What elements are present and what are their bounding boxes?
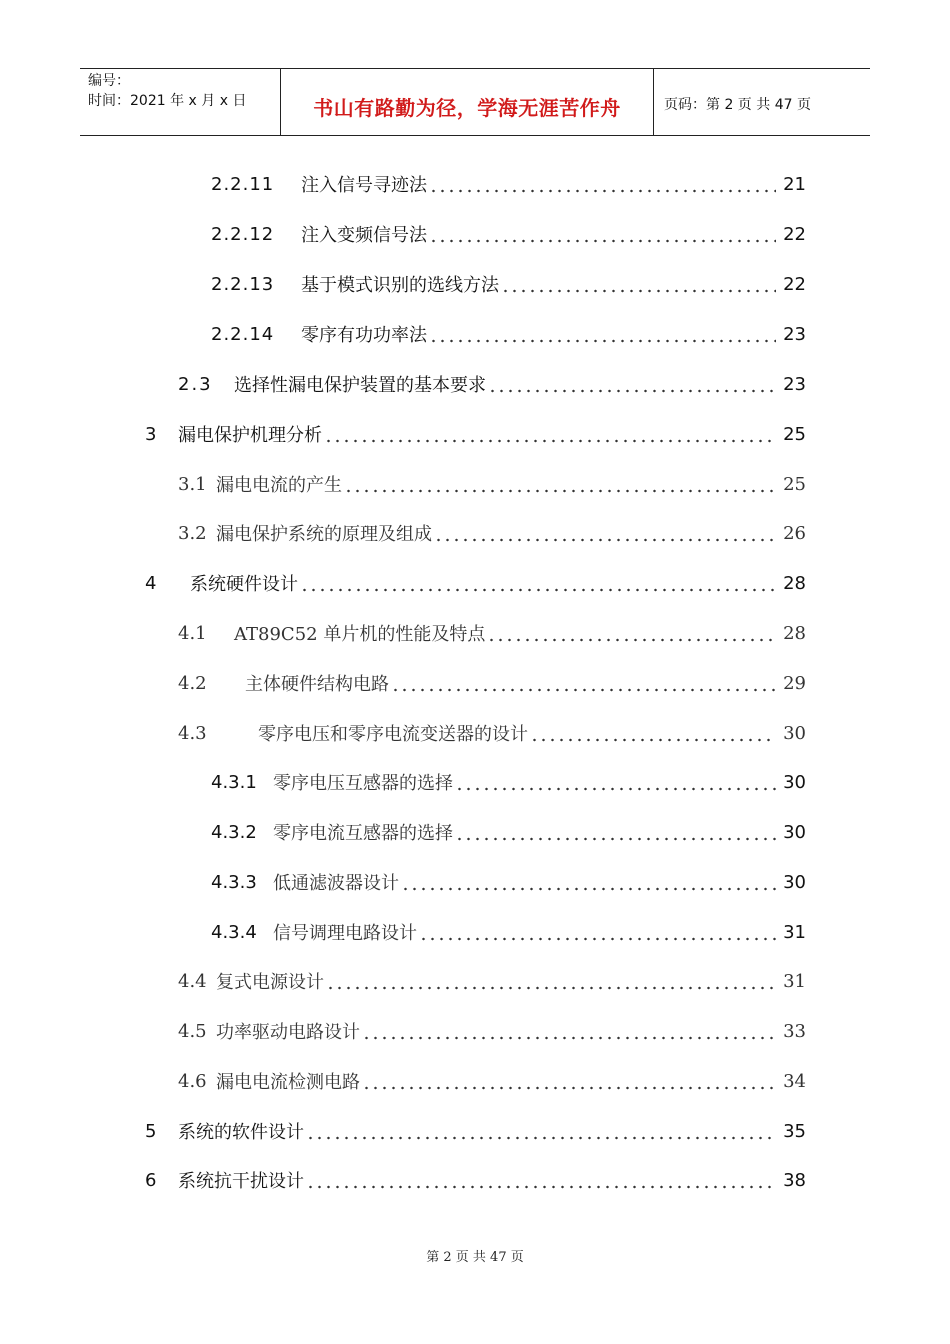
toc-entry-page: 33 [783, 1020, 806, 1042]
toc-entry-title: 主体硬件结构电路 [245, 674, 389, 695]
toc-dot-leader [401, 871, 776, 893]
toc-dot-leader [362, 1020, 776, 1042]
header-meta [80, 69, 281, 135]
toc-entry-number: 4.3.4 [211, 921, 257, 943]
toc-entry-page: 38 [783, 1169, 806, 1191]
toc-entry[interactable] [211, 817, 806, 847]
toc-entry-title: 系统硬件设计 [190, 574, 298, 595]
toc-entry-page: 23 [783, 323, 806, 345]
header-motto-cell [281, 69, 654, 135]
toc-entry-title: 零序有功功率法 [301, 325, 427, 346]
toc-entry-number: 4.4 [178, 970, 207, 992]
toc-entry-page: 28 [783, 572, 806, 594]
toc-entry-title: AT89C52 单片机的性能及特点 [234, 624, 486, 645]
toc-entry[interactable] [211, 867, 806, 897]
toc-entry-title: 功率驱动电路设计 [216, 1022, 360, 1043]
toc-entry-page: 30 [783, 871, 806, 893]
toc-entry-number: 4.3.1 [211, 771, 257, 793]
toc-entry-title: 低通滤波器设计 [273, 873, 399, 894]
toc-entry[interactable] [211, 219, 806, 249]
toc-entry-page: 22 [783, 223, 806, 245]
toc-entry-title: 信号调理电路设计 [273, 923, 417, 944]
toc-dot-leader [306, 1120, 776, 1142]
toc-entry-page: 30 [783, 771, 806, 793]
toc-entry-number: 5 [145, 1120, 157, 1142]
toc-dot-leader [487, 622, 776, 644]
toc-dot-leader [391, 672, 776, 694]
toc-dot-leader [419, 921, 776, 943]
toc-entry-number: 3.2 [178, 522, 207, 544]
toc-entry[interactable] [178, 469, 806, 499]
toc-dot-leader [324, 423, 776, 445]
toc-dot-leader [344, 473, 776, 495]
toc-entry-title: 漏电电流检测电路 [216, 1072, 360, 1093]
toc-entry-title: 零序电流互感器的选择 [273, 823, 453, 844]
toc-entry-title: 漏电电流的产生 [216, 475, 342, 496]
toc-entry-page: 30 [783, 821, 806, 843]
toc-entry[interactable] [211, 269, 806, 299]
toc-entry[interactable] [145, 568, 806, 598]
toc-entry-page: 28 [783, 622, 806, 644]
toc-entry-page: 34 [783, 1070, 806, 1092]
toc-entry-title: 零序电压和零序电流变送器的设计 [258, 724, 528, 745]
toc-dot-leader [326, 970, 776, 992]
toc-entry[interactable] [145, 1116, 806, 1146]
toc-entry-title: 漏电保护系统的原理及组成 [216, 524, 432, 545]
toc-entry-number: 3 [145, 423, 157, 445]
toc-entry-title: 系统抗干扰设计 [178, 1171, 304, 1192]
toc-entry-page: 26 [783, 522, 806, 544]
toc-dot-leader [434, 522, 776, 544]
header-time-label: 时间：2021 年 x 月 x 日 [88, 93, 247, 109]
toc-dot-leader [455, 821, 776, 843]
toc-entry-title: 注入信号寻迹法 [301, 175, 427, 196]
toc-entry[interactable] [178, 618, 806, 648]
toc-dot-leader [530, 722, 776, 744]
toc-entry-number: 2.3 [178, 373, 213, 395]
toc-entry-title: 选择性漏电保护装置的基本要求 [234, 375, 486, 396]
toc-dot-leader [455, 771, 776, 793]
toc-entry-title: 系统的软件设计 [178, 1122, 304, 1143]
toc-entry-number: 4.1 [178, 622, 207, 644]
toc-entry[interactable] [178, 369, 806, 399]
toc-entry-title: 基于模式识别的选线方法 [301, 275, 499, 296]
toc-entry[interactable] [178, 518, 806, 548]
toc-dot-leader [429, 223, 776, 245]
toc-entry-page: 23 [783, 373, 806, 395]
toc-entry-number: 4.2 [178, 672, 207, 694]
page-footer: 第 2 页 共 47 页 [426, 1250, 524, 1265]
toc-entry[interactable] [145, 1165, 806, 1195]
toc-dot-leader [362, 1070, 776, 1092]
header-motto: 书山有路勤为径，学海无涯苦作舟 [313, 96, 621, 120]
toc-entry-page: 22 [783, 273, 806, 295]
toc-entry-number: 4.3 [178, 722, 207, 744]
toc-entry-page: 30 [783, 722, 806, 744]
toc-entry[interactable] [178, 718, 806, 748]
toc-entry-number: 4.3.2 [211, 821, 257, 843]
toc-entry-number: 2.2.13 [211, 273, 275, 295]
toc-entry-number: 4.3.3 [211, 871, 257, 893]
toc-entry[interactable] [211, 319, 806, 349]
toc-entry-title: 复式电源设计 [216, 972, 324, 993]
toc-dot-leader [501, 273, 776, 295]
toc-entry-number: 2.2.11 [211, 173, 275, 195]
toc-dot-leader [429, 323, 776, 345]
toc-entry[interactable] [178, 1016, 806, 1046]
toc-entry[interactable] [211, 169, 806, 199]
toc-entry-number: 4 [145, 572, 157, 594]
toc-entry-title: 漏电保护机理分析 [178, 425, 322, 446]
header-number-label: 编号： [88, 73, 130, 89]
header-page-info: 页码：第 2 页 共 47 页 [664, 97, 811, 113]
toc-entry-page: 35 [783, 1120, 806, 1142]
toc-entry-number: 4.5 [178, 1020, 207, 1042]
toc-entry-number: 4.6 [178, 1070, 207, 1092]
page-header [80, 68, 870, 136]
toc-dot-leader [429, 173, 776, 195]
toc-dot-leader [300, 572, 776, 594]
toc-entry[interactable] [211, 767, 806, 797]
toc-entry[interactable] [178, 668, 806, 698]
toc-entry-page: 25 [783, 473, 806, 495]
toc-entry-page: 31 [783, 921, 806, 943]
toc-entry-title: 零序电压互感器的选择 [273, 773, 453, 794]
toc-entry[interactable] [145, 419, 806, 449]
toc-entry[interactable] [211, 917, 806, 947]
toc-entry[interactable] [178, 1066, 806, 1096]
toc-entry-page: 25 [783, 423, 806, 445]
toc-entry-number: 3.1 [178, 473, 207, 495]
toc-entry-number: 2.2.12 [211, 223, 275, 245]
toc-dot-leader [306, 1169, 776, 1191]
toc-entry-title: 注入变频信号法 [301, 225, 427, 246]
toc-entry-number: 6 [145, 1169, 157, 1191]
toc-entry-number: 2.2.14 [211, 323, 275, 345]
toc-entry-page: 29 [783, 672, 806, 694]
toc-dot-leader [488, 373, 776, 395]
toc-entry-page: 31 [783, 970, 806, 992]
toc-entry-page: 21 [783, 173, 806, 195]
toc-entry[interactable] [178, 966, 806, 996]
